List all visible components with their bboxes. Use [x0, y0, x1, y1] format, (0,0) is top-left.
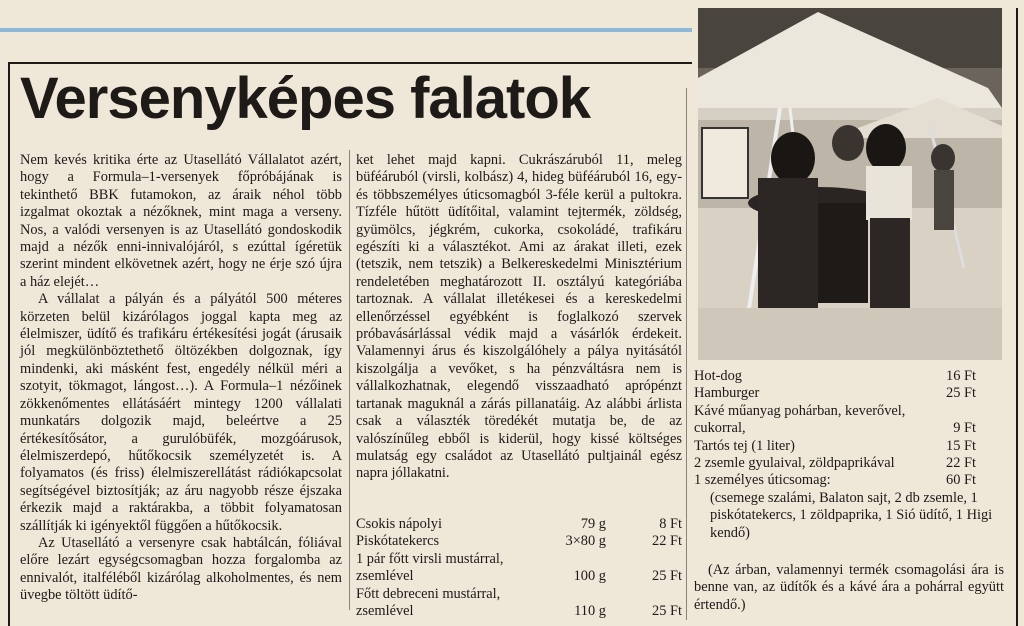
article-left-border	[8, 62, 10, 626]
price-row	[694, 438, 976, 455]
price-price: 25 Ft	[652, 568, 682, 585]
price-item: 1 személyes úticsomag:	[694, 472, 831, 489]
price-qty: 3×80 g	[565, 533, 606, 550]
price-item: 1 pár főtt virsli mustárral, zsemlével	[356, 550, 504, 585]
price-item: Piskótatekercs	[356, 533, 440, 550]
article-headline: Versenyképes falatok	[20, 66, 591, 131]
price-item: Főtt debreceni mustárral, zsemlével	[356, 585, 501, 620]
price-qty: 110 g	[574, 603, 606, 620]
price-row	[356, 586, 682, 621]
price-price: 8 Ft	[659, 516, 682, 532]
article-top-border	[8, 62, 692, 64]
top-color-rule	[0, 28, 692, 32]
price-price: 9 Ft	[953, 420, 976, 437]
price-qty: 100 g	[573, 568, 606, 585]
price-list-1	[356, 516, 682, 620]
price-price: 25 Ft	[652, 603, 682, 620]
price-item: Hamburger	[694, 385, 760, 402]
price-price: 15 Ft	[946, 437, 976, 454]
page-right-border	[1016, 8, 1018, 626]
price-price: 60 Ft	[946, 472, 976, 489]
column-divider	[686, 88, 687, 620]
price-row	[694, 455, 976, 472]
price-item: Kávé műanyag pohárban, keverővel, cukorral,	[694, 402, 906, 437]
price-row	[356, 516, 682, 533]
price-price: 25 Ft	[946, 385, 976, 402]
price-row	[694, 368, 976, 385]
price-row	[356, 533, 682, 550]
paragraph-1: Nem kevés kritika érte az Utasellátó Vállalatot azért, hogy a Formula–1-versenyek főpróbájának is tekinthető BBK futamokon, az áraik néhol több izgalmat okoztak a nézőknek, mint maga a verseny. Nos, a valódi versenyen is az Utasellátó gondoskodik majd a nézők enni-innivalójáról, s ezúttal ígéretük szerint mindent elkövetnek azért, hogy ne érje szó újra a ház elejét…	[20, 152, 342, 290]
news-photo-food-stand	[698, 8, 1002, 360]
article-column-1	[20, 152, 342, 605]
price-price: 16 Ft	[946, 368, 976, 384]
price-row	[356, 551, 682, 586]
price-list-2	[694, 368, 976, 490]
paragraph-3: Az Utasellátó a versenyre csak habtálcán, fóliával előre lezárt egységcsomagban hozza forgalomba az ennivalót, italféléből kizárólag alkoholmentes, és nem üvegbe töltött üdítő-	[20, 534, 342, 604]
price-price: 22 Ft	[946, 455, 976, 472]
paragraph-2: A vállalat a pályán és a pályától 500 méteres körzeten belül kizárólagos joggal kapta meg az élelmiszer, üdítő és trafikáru értékesítési jogát (árusaik jól megkülönböztethető öltözékben dolgoznak, így mindenki, aki másként fest, engedély nélkül méri a szotyit, tökmagot, lángost…). A Formula–1 nézőinek zökkenőmentes ellátásáért mintegy 1200 vállalati munkatárs dolgozik majd, beleértve a 25 értékesítősátor, a gurulóbüfék, mozgóárusok, élelmiszerdepó, hűtőkocsik személyzetét is. A folyamatos (és friss) élelmiszerellátást rádiókapcsolat segítségével biztosítják; az áru nagyobb része éjszaka érkezik majd a raktárakba, a többit folyamatosan szállítják ki igényektől függően a hűtőkocsik.	[20, 291, 342, 534]
price-row	[694, 403, 976, 438]
paragraph-continued: ket lehet majd kapni. Cukrászáruból 11, meleg büféáruból (virsli, kolbász) 4, hideg büféáruból 16, egy- és többszemélyes úticsomagból 3-féle kerül a pultokra. Tízféle hűtött üdítőital, valamint tejtermék, zöldség, gyümölcs, jégkrém, cukorka, csokoládé, trafikáru egészíti ki a választékot. Ami az árakat illeti, ezek (tetszik, nem tetszik) a Belkereskedelmi Minisztérium rendeletében meghatározott II. osztályú kategóriába tartoznak. A vállalat illetékesei és a kereskedelmi ellenőrzéssel egyébként is foglalkozó szervek próbavásárlással védik majd a vásárlók érdekeit. Valamennyi árus és kiszolgálóhely a pálya nyitásától kiszolgálja a vevőket, s ha pénzváltásra nem is vállalkozhatnak, elegendő visszaadható aprópénzt tartanak maguknál a zárás pillanatáig. Az alábbi árlista csak a választék töredékét mutatja be, de az valószínűleg ebből is kiderül, hogy kissé költséges mulatság egy családot az Utasellátó pultjainál egész napra jóllakatni.	[356, 152, 682, 482]
price-row	[694, 385, 976, 402]
price-item: Csokis nápolyi	[356, 516, 442, 532]
price-item: 2 zsemle gyulaival, zöldpaprikával	[694, 455, 895, 472]
price-price: 22 Ft	[652, 533, 682, 550]
article-column-2	[356, 152, 682, 483]
column-divider	[349, 150, 350, 610]
price-item: Hot-dog	[694, 368, 742, 384]
package-contents: (csemege szalámi, Balaton sajt, 2 db zsemle, 1 piskótatekercs, 1 zöldpaprika, 1 Sió üdítő, 1 Higi kendő)	[710, 490, 993, 541]
price-qty: 79 g	[580, 516, 606, 532]
price-row	[694, 472, 976, 489]
price-footnote: (Az árban, valamennyi termék csomagolási ára is benne van, az üdítők és a kávé ára a pohárral együtt értendő.)	[694, 562, 1004, 613]
price-item: Tartós tej (1 liter)	[694, 437, 795, 454]
